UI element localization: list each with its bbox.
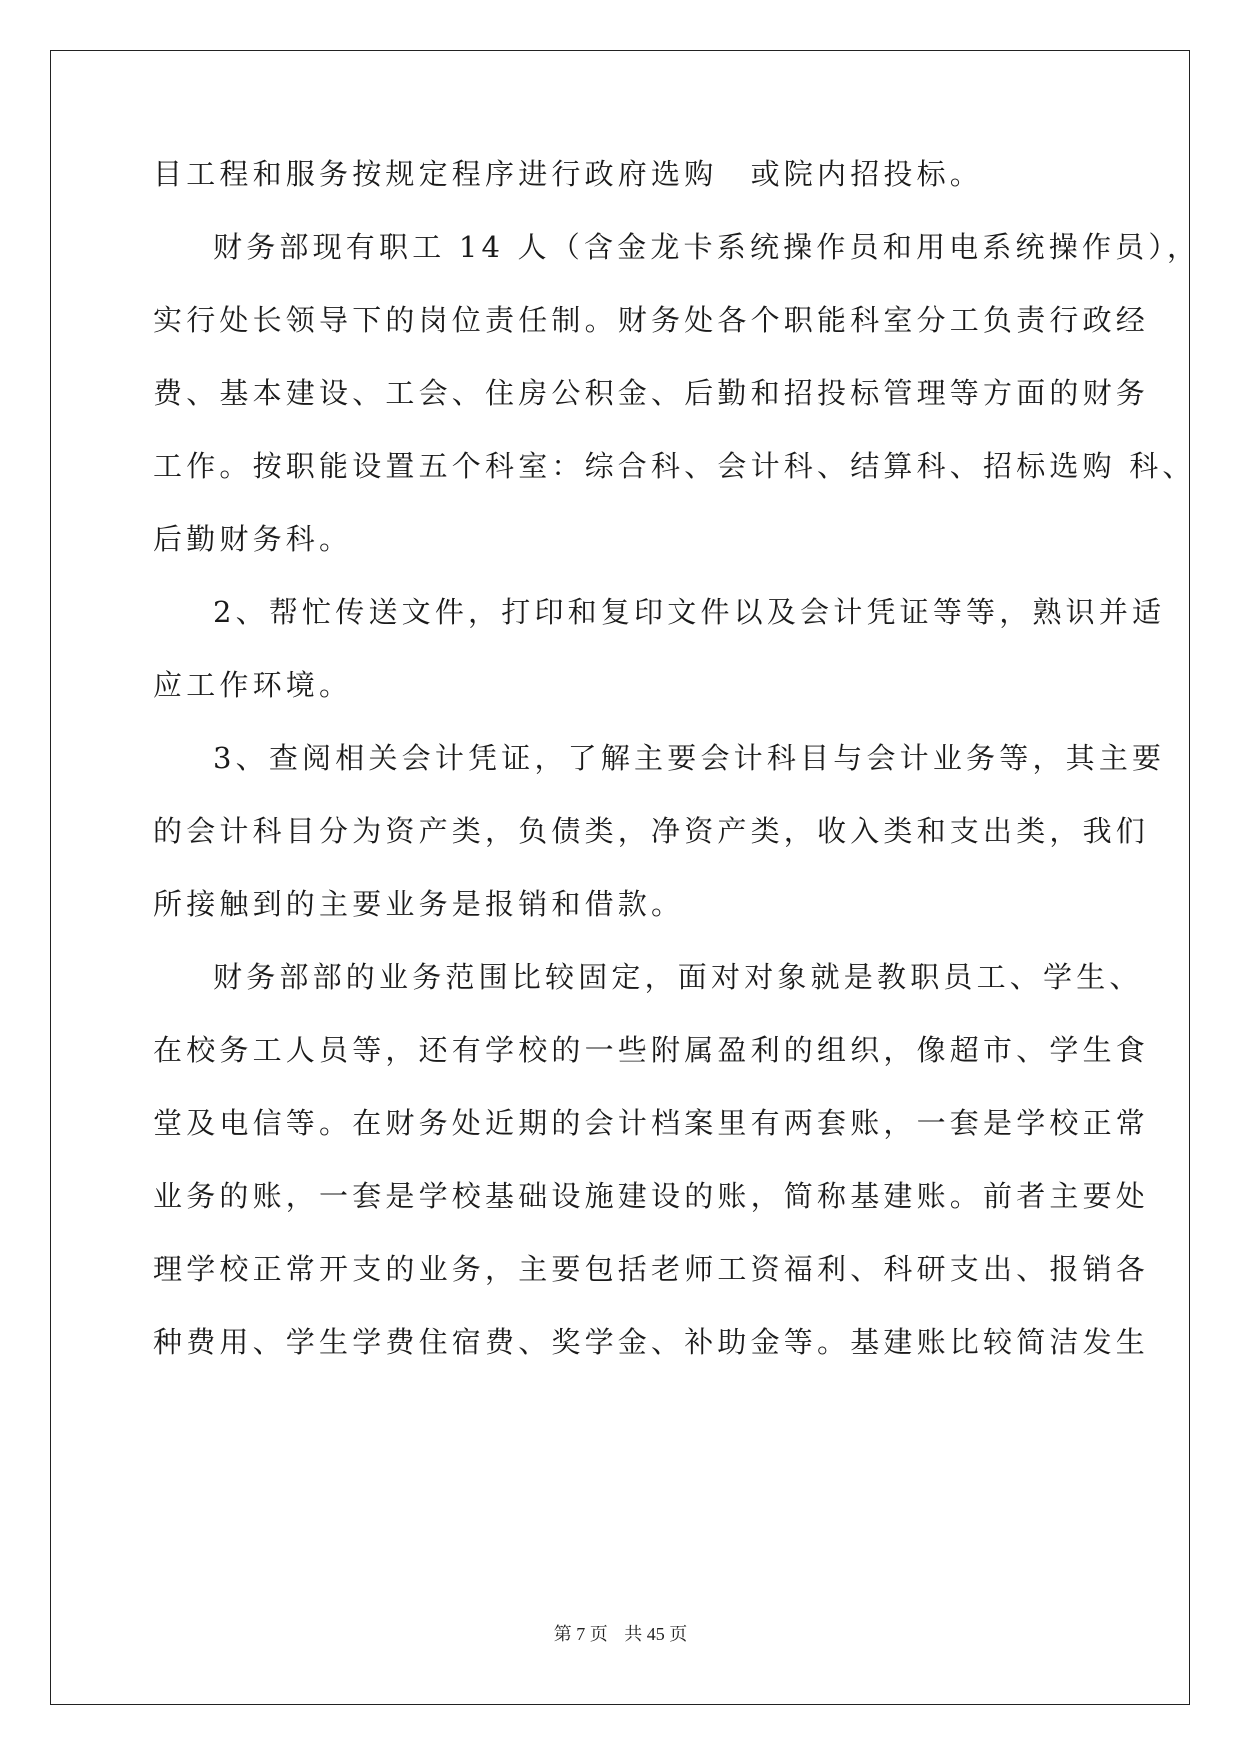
- text-line: 所接触到的主要业务是报销和借款。: [153, 887, 685, 921]
- text-line: 费、基本建设、工会、住房公积金、后勤和招投标管理等方面的财务: [153, 376, 1150, 410]
- page-number: 第 7 页: [553, 1624, 608, 1644]
- text-line: 实行处长领导下的岗位责任制。财务处各个职能科室分工负责行政经: [153, 303, 1150, 337]
- text-line: 后勤财务科。: [153, 522, 353, 556]
- text-line: 的会计科目分为资产类，负债类，净资产类，收入类和支出类，我们: [153, 814, 1150, 848]
- text-line: 种费用、学生学费住宿费、奖学金、补助金等。基建账比较简洁发生: [153, 1325, 1150, 1359]
- text-line: 理学校正常开支的业务，主要包括老师工资福利、科研支出、报销各: [153, 1252, 1150, 1286]
- text-line: 工作。按职能设置五个科室：综合科、会计科、结算科、招标选购 科、: [153, 449, 1196, 483]
- text-line: 堂及电信等。在财务处近期的会计档案里有两套账，一套是学校正常: [153, 1106, 1150, 1140]
- text-line: 在校务工人员等，还有学校的一些附属盈利的组织，像超市、学生食: [153, 1033, 1150, 1067]
- text-line: 2、帮忙传送文件，打印和复印文件以及会计凭证等等，熟识并适: [213, 595, 1166, 629]
- page-footer: [0, 1620, 1241, 1646]
- text-line: 目工程和服务按规定程序进行政府选购 或院内招投标。: [153, 157, 984, 191]
- page-border: [50, 50, 1190, 1705]
- text-line: 3、查阅相关会计凭证，了解主要会计科目与会计业务等，其主要: [213, 741, 1166, 775]
- text-line: 财务部现有职工 14 人（含金龙卡系统操作员和用电系统操作员），: [213, 230, 1201, 264]
- text-line: 应工作环境。: [153, 668, 353, 702]
- page-total: 共 45 页: [624, 1624, 688, 1644]
- text-line: 财务部部的业务范围比较固定，面对对象就是教职员工、学生、: [213, 960, 1143, 994]
- text-line: 业务的账，一套是学校基础设施建设的账，简称基建账。前者主要处: [153, 1179, 1150, 1213]
